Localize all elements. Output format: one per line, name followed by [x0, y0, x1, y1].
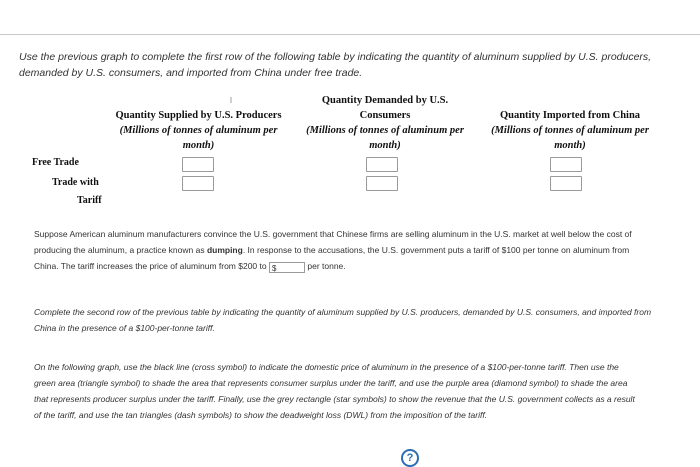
free-trade-demanded-input[interactable]: [366, 157, 398, 172]
dumping-paragraph: Suppose American aluminum manufacturers convince the U.S. government that Chinese firms are selling aluminum in the U.S. market at well below the cost of producing the aluminum, a practice known as dumping. In response to the accusations, the U.S. government puts a tariff of $100 per tonne on aluminum from China. The tariff increases the price of aluminum from $200 to $ per tonne.: [34, 229, 632, 273]
cursor-caret-icon: [229, 97, 233, 103]
header-demanded: Quantity Demanded by U.S. Consumers (Millions of tonnes of aluminum per month): [306, 95, 464, 151]
help-icon[interactable]: ?: [401, 449, 419, 467]
free-trade-supplied-input[interactable]: [182, 157, 214, 172]
header-supplied: Quantity Supplied by U.S. Producers (Millions of tonnes of aluminum per month): [115, 110, 282, 151]
top-divider: [0, 34, 700, 35]
row-label-tariff: Tariff: [77, 195, 102, 206]
header-imported: Quantity Imported from China (Millions of tonnes of aluminum per month): [491, 110, 649, 151]
row-label-trade-with: Trade with: [52, 177, 99, 188]
tariff-demanded-input[interactable]: [366, 176, 398, 191]
graph-instructions: On the following graph, use the black line (cross symbol) to indicate the domestic price of aluminum in the presence of a $100-per-tonne tariff. Then use the green area (triangle symbol) to shade the area that represents consumer surplus under the tariff, and use the purple area (diamond symbol) to shade the area that represents producer surplus under the tariff. Finally, use the grey rectangle (star symbols) to show the revenue that the U.S. government collects as a result of the tariff, and use the tan triangles (dash symbols) to show the deadweight loss (DWL) from the imposition of the tariff.: [34, 362, 635, 420]
second-row-instructions: Complete the second row of the previous table by indicating the quantity of aluminum supplied by U.S. producers, demanded by U.S. consumers, and imported from China in the presence of a $100-per-tonne tariff.: [34, 307, 652, 333]
free-trade-imported-input[interactable]: [550, 157, 582, 172]
row-label-free-trade: Free Trade: [32, 157, 79, 168]
dumping-term: dumping: [206, 245, 243, 255]
tariff-imported-input[interactable]: [550, 176, 582, 191]
tariff-supplied-input[interactable]: [182, 176, 214, 191]
tariff-price-input[interactable]: $: [269, 262, 305, 273]
intro-text: Use the previous graph to complete the first row of the following table by indicating the quantity of aluminum supplied by U.S. producers, demanded by U.S. consumers, and imported from China under free trade.: [19, 51, 652, 79]
